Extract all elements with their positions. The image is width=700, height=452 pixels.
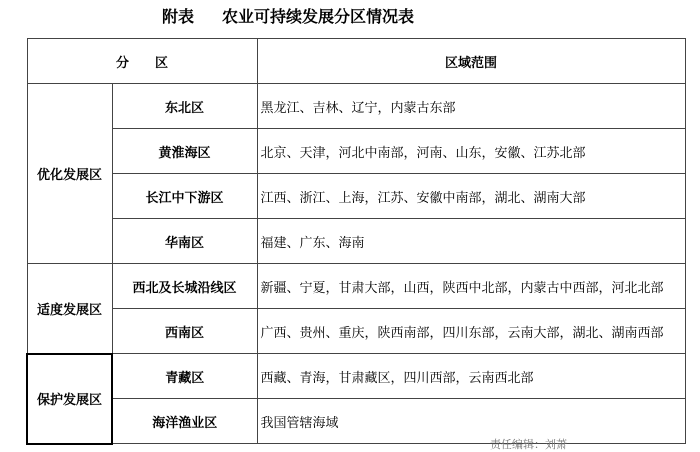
title-main: 农业可持续发展分区情况表: [222, 7, 415, 26]
group-name: 优化发展区: [27, 84, 112, 264]
subzone-name: 华南区: [112, 219, 257, 264]
table-row: [27, 399, 685, 444]
editor-credit: 责任编辑：刘萧: [490, 438, 567, 451]
table-row: [27, 174, 685, 219]
table-row: [27, 129, 685, 174]
table-row: [27, 309, 685, 354]
subzone-name: 青藏区: [112, 354, 257, 399]
table-row: [27, 84, 685, 129]
header-range: 区域范围: [257, 39, 685, 84]
group-name: 适度发展区: [27, 264, 112, 354]
subzone-name: 西南区: [112, 309, 257, 354]
subzone-name: 黄淮海区: [112, 129, 257, 174]
table-row: [27, 219, 685, 264]
subzone-name: 东北区: [112, 84, 257, 129]
page-title: [0, 2, 700, 32]
title-prefix: 附表: [162, 7, 195, 26]
region-range: 西藏、青海，甘肃藏区，四川西部，云南西北部: [257, 354, 685, 399]
region-range: 我国管辖海域: [257, 399, 685, 444]
table-header-row: [27, 39, 685, 84]
zoning-table: [26, 38, 686, 445]
subzone-name: 西北及长城沿线区: [112, 264, 257, 309]
subzone-name: 长江中下游区: [112, 174, 257, 219]
region-range: 黑龙江、吉林、辽宁，内蒙古东部: [257, 84, 685, 129]
region-range: 广西、贵州、重庆，陕西南部，四川东部，云南大部，湖北、湖南西部: [257, 309, 685, 354]
region-range: 福建、广东、海南: [257, 219, 685, 264]
region-range: 江西、浙江、上海，江苏、安徽中南部，湖北、湖南大部: [257, 174, 685, 219]
region-range: 北京、天津，河北中南部，河南、山东，安徽、江苏北部: [257, 129, 685, 174]
table-row: [27, 354, 685, 399]
group-name: 保护发展区: [27, 354, 112, 444]
table-row: [27, 264, 685, 309]
region-range: 新疆、宁夏，甘肃大部，山西，陕西中北部，内蒙古中西部，河北北部: [257, 264, 685, 309]
subzone-name: 海洋渔业区: [112, 399, 257, 444]
header-zone: 分 区: [27, 39, 257, 84]
